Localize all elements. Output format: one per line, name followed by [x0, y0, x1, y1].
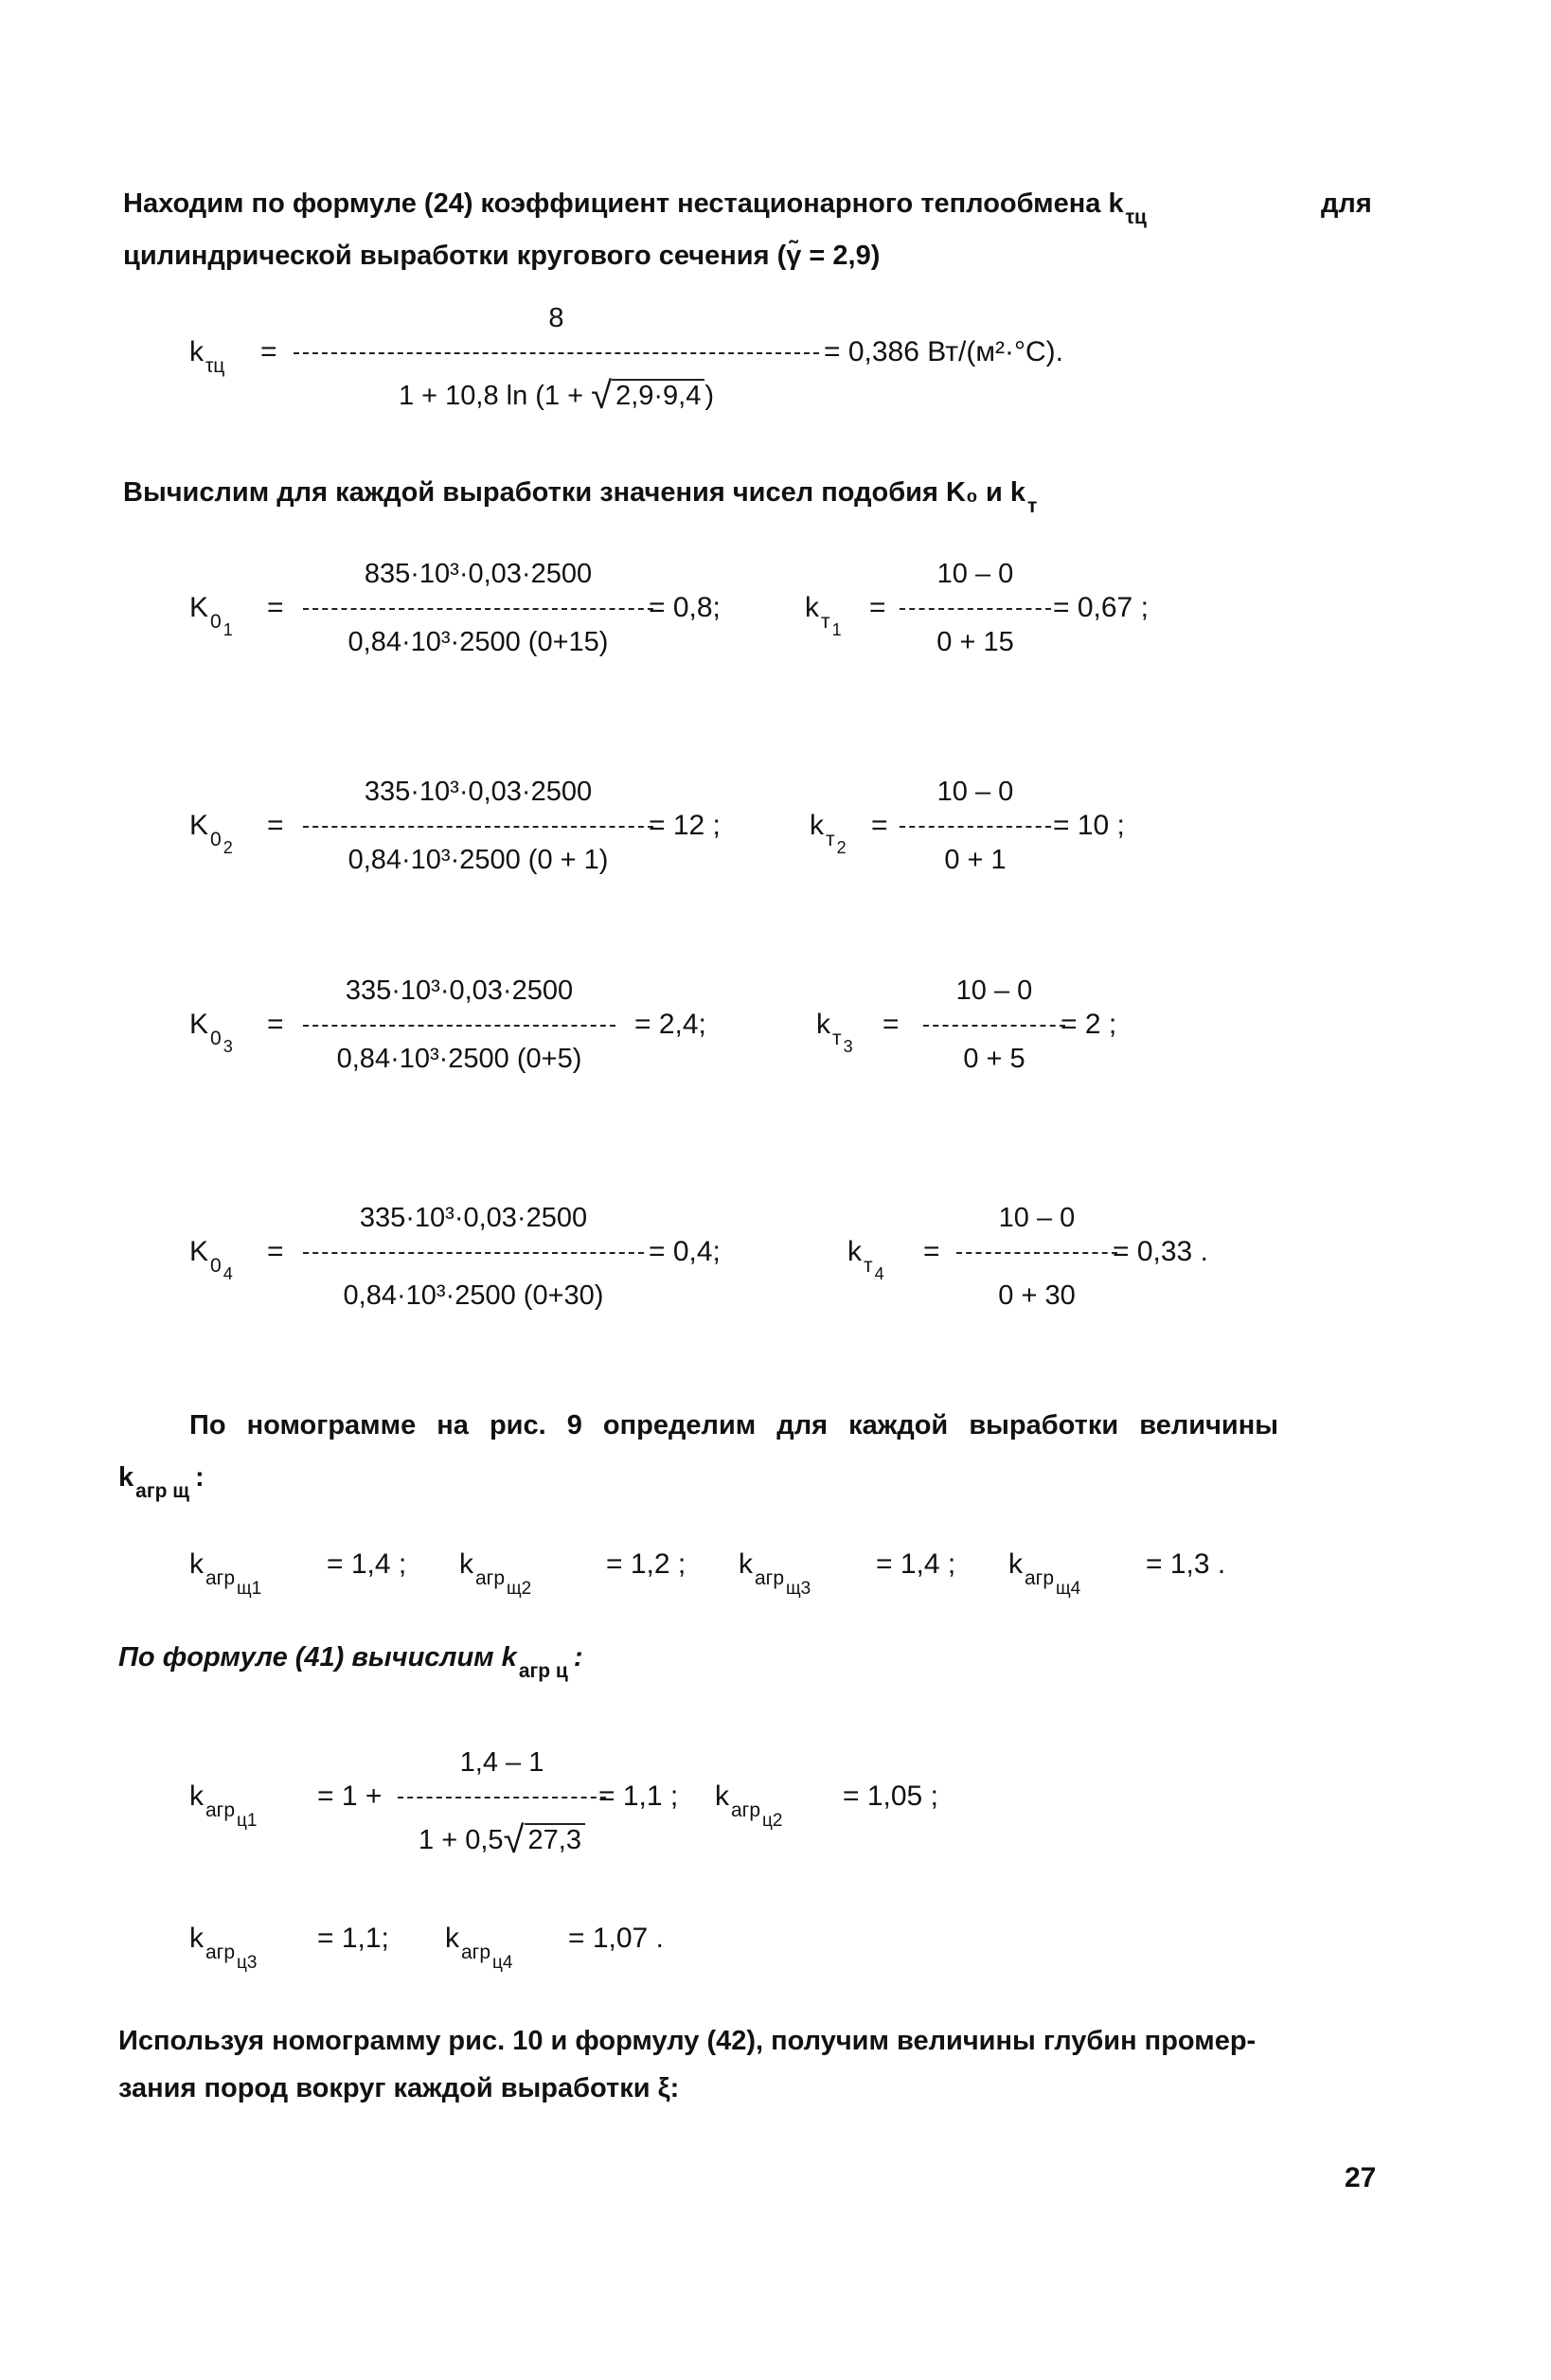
ko-4-result: = 0,4;	[649, 1236, 721, 1267]
kt-4-denominator: 0 + 30	[998, 1280, 1076, 1311]
karg-c2-sub: ц2	[762, 1811, 783, 1831]
ko-3-fraction	[303, 975, 615, 1089]
kt-2-equals: =	[871, 810, 888, 841]
intro-line-1-tail: для	[1321, 188, 1372, 219]
kt-4-fraction	[956, 1203, 1117, 1316]
karg-c4-sub: ц4	[492, 1953, 513, 1973]
kt-3-denominator: 0 + 5	[963, 1044, 1025, 1074]
kt-1-lhs: $k_т$ $_1$	[805, 592, 842, 639]
karg-sch-3-sub: щ3	[786, 1579, 811, 1599]
karg-c1-den-prefix: 1 + 0,5	[419, 1825, 504, 1855]
fraction-bar	[303, 608, 653, 610]
formula41-line	[118, 1638, 583, 1682]
karg-c3-value: = 1,1;	[317, 1923, 389, 1954]
karg-c1-numerator: 1,4 – 1	[459, 1747, 544, 1778]
kt-2-result: = 10 ;	[1053, 810, 1125, 841]
compute-line-subscript: т	[1027, 495, 1038, 517]
kt-1-index: 1	[831, 620, 842, 639]
sqrt-symbol: √	[503, 1819, 525, 1861]
fraction-bar	[900, 826, 1051, 828]
kt-1-fraction	[900, 559, 1051, 672]
ko-3-result: = 2,4;	[634, 1009, 706, 1040]
intro-line-2: цилиндрической выработки кругового сечения (γ̃ = 2,9)	[123, 241, 881, 271]
kt-4-index: 4	[874, 1264, 884, 1283]
fraction-bar	[303, 1025, 615, 1027]
karg-c1-denominator	[398, 1816, 606, 1861]
intro-line-1-subscript: τц	[1125, 206, 1147, 228]
ko-2-denominator: 0,84·10³·2500 (0 + 1)	[348, 845, 609, 875]
closing-line-1: Используя номограмму рис. 10 и формулу (42), получим величины глубин промер-	[118, 2026, 1257, 2056]
karg-c3-lhs: $k_{агр}$ $_{ц3}$	[189, 1923, 258, 1973]
formula-k-symbol: k	[189, 336, 204, 367]
ko-1-result: = 0,8;	[649, 592, 721, 623]
kt-1-equals: =	[869, 592, 886, 623]
fraction-bar	[956, 1252, 1117, 1254]
ko-3-lhs: $K_0$ $_3$	[189, 1009, 233, 1056]
formula-k-tau-c-fraction	[294, 303, 819, 417]
karg-c1-fraction	[398, 1747, 606, 1861]
kt-4-equals: =	[923, 1236, 940, 1267]
kt-1-numerator: 10 – 0	[936, 559, 1014, 589]
ko-1-fraction	[303, 559, 653, 672]
ko-2-result: = 12 ;	[649, 810, 721, 841]
karg-sch-3: $k_{агр}$ $_{щ3}$	[739, 1548, 811, 1599]
karg-c1-lhs: $k_{агр}$ $_{ц1}$	[189, 1781, 258, 1831]
ko-3-equals: =	[267, 1009, 284, 1040]
denominator-prefix: 1 + 10,8 ln (1 +	[398, 381, 592, 411]
kt-2-numerator: 10 – 0	[936, 777, 1014, 807]
kt-2-index: 2	[836, 838, 847, 857]
karg-sch-4: $k_{агр}$ $_{щ4}$	[1008, 1548, 1081, 1599]
karg-sch-4-sub: щ4	[1056, 1579, 1081, 1599]
nomogram-line-1: По номограмме на рис. 9 определим для каждой выработки величины	[189, 1410, 1279, 1441]
nomogram-subscript: агр щ	[135, 1480, 189, 1502]
ko-4-numerator: 335·10³·0,03·2500	[359, 1203, 588, 1233]
formula-k-tau-c-numerator: 8	[548, 303, 564, 333]
karg-c4-lhs: $k_{агр}$ $_{ц4}$	[445, 1923, 513, 1973]
formula-k-tau-c-equals: =	[260, 336, 277, 367]
karg-sch-2-value: = 1,2 ;	[606, 1548, 686, 1580]
ko-2-numerator: 335·10³·0,03·2500	[364, 777, 593, 807]
kt-3-result: = 2 ;	[1061, 1009, 1117, 1040]
nomogram-k: k	[118, 1462, 134, 1493]
kt-4-numerator: 10 – 0	[998, 1203, 1076, 1233]
ko-1-denominator: 0,84·10³·2500 (0+15)	[348, 627, 609, 657]
ko-2-equals: =	[267, 810, 284, 841]
karg-sch-1-value: = 1,4 ;	[327, 1548, 407, 1580]
kt-3-numerator: 10 – 0	[955, 975, 1033, 1006]
karg-sch-1-sub: щ1	[237, 1579, 262, 1599]
karg-sch-1: $k_{агр}$ $_{щ1}$	[189, 1548, 262, 1599]
ko-2-fraction	[303, 777, 653, 890]
ko-4-equals: =	[267, 1236, 284, 1267]
fraction-bar	[303, 826, 653, 828]
compute-line-text: Вычислим для каждой выработки значения чисел подобия K₀ и k	[123, 477, 1026, 508]
formula-k-tau-c-denominator	[294, 371, 819, 417]
ko-4-lhs: $K_0$ $_4$	[189, 1236, 233, 1283]
kt-2-lhs: $k_т$ $_2$	[810, 810, 847, 857]
kt-1-denominator: 0 + 15	[936, 627, 1014, 657]
fraction-bar	[398, 1797, 606, 1798]
nomogram-colon: :	[194, 1462, 205, 1493]
ko-1-numerator: 835·10³·0,03·2500	[364, 559, 593, 589]
ko-4-index: 4	[223, 1264, 233, 1283]
formula-k-tau-c-result: = 0,386 Вт/(м²·°С).	[824, 336, 1063, 367]
denominator-suffix: )	[704, 381, 715, 411]
ko-3-index: 3	[223, 1037, 233, 1056]
kt-4-lhs: $k_т$ $_4$	[847, 1236, 884, 1283]
karg-c2-lhs: $k_{агр}$ $_{ц2}$	[715, 1781, 783, 1831]
formula41-text: По формуле (41) вычислим k	[118, 1642, 517, 1673]
formula41-colon: :	[573, 1642, 583, 1673]
ko-2-lhs: $K_0$ $_2$	[189, 810, 233, 857]
karg-c1-prefix: = 1 +	[317, 1781, 383, 1812]
karg-sch-2-sub: щ2	[507, 1579, 532, 1599]
kt-2-denominator: 0 + 1	[944, 845, 1007, 875]
page-number: 27	[1345, 2162, 1377, 2193]
ko-3-denominator: 0,84·10³·2500 (0+5)	[336, 1044, 582, 1074]
ko-1-index: 1	[223, 620, 233, 639]
intro-line-1-text: Находим по формуле (24) коэффициент нестационарного теплообмена k	[123, 188, 1124, 219]
kt-3-index: 3	[843, 1037, 853, 1056]
karg-sch-3-value: = 1,4 ;	[876, 1548, 956, 1580]
formula-k-subscript: τц	[205, 355, 225, 377]
fraction-bar	[923, 1025, 1065, 1027]
karg-c3-sub: ц3	[237, 1953, 258, 1973]
kt-4-result: = 0,33 .	[1113, 1236, 1208, 1267]
compute-line	[123, 474, 1038, 517]
fraction-bar	[900, 608, 1051, 610]
nomogram-symbol	[118, 1458, 205, 1502]
kt-3-equals: =	[882, 1009, 900, 1040]
karg-c1-radicand: 27,3	[525, 1823, 585, 1855]
ko-3-numerator: 335·10³·0,03·2500	[345, 975, 574, 1006]
ko-1-lhs: $K_0$ $_1$	[189, 592, 233, 639]
kt-1-result: = 0,67 ;	[1053, 592, 1149, 623]
ko-4-denominator: 0,84·10³·2500 (0+30)	[343, 1280, 604, 1311]
karg-c4-value: = 1,07 .	[568, 1923, 664, 1954]
ko-4-fraction	[303, 1203, 644, 1316]
intro-line-1	[123, 185, 1147, 228]
karg-sch-2: $k_{агр}$ $_{щ2}$	[459, 1548, 532, 1599]
fraction-bar	[303, 1252, 644, 1254]
sqrt-radicand: 2,9·9,4	[612, 379, 704, 411]
kt-3-lhs: $k_т$ $_3$	[816, 1009, 853, 1056]
sqrt-symbol: √	[591, 375, 613, 417]
karg-c1-result: = 1,1 ;	[598, 1781, 679, 1812]
ko-1-equals: =	[267, 592, 284, 623]
kt-3-fraction	[923, 975, 1065, 1089]
karg-c2-value: = 1,05 ;	[843, 1781, 938, 1812]
closing-line-2: зания пород вокруг каждой выработки ξ:	[118, 2073, 680, 2103]
formula-k-tau-c-lhs	[189, 336, 225, 377]
karg-c1-sub: ц1	[237, 1811, 258, 1831]
ko-2-index: 2	[223, 838, 233, 857]
karg-sch-4-value: = 1,3 .	[1146, 1548, 1226, 1580]
formula41-subscript: агр ц	[518, 1660, 568, 1682]
kt-2-fraction	[900, 777, 1051, 890]
fraction-bar	[294, 352, 819, 354]
